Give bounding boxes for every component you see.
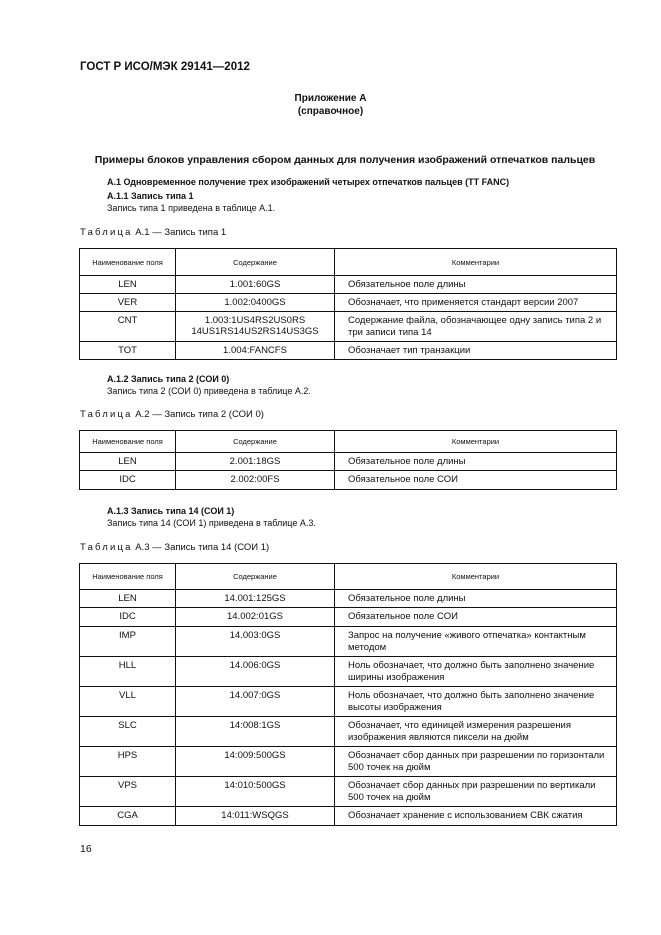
comment-cell: Обязательное поле СОИ — [335, 471, 617, 490]
table-a2 — [79, 430, 617, 490]
table-row — [80, 687, 617, 717]
comment-cell: Запрос на получение «живого отпечатка» контактным методом — [335, 627, 617, 657]
content-cell: 1.004:FANCFS — [176, 342, 335, 360]
table-caption — [80, 542, 269, 553]
content-cell: 14.003:0GS — [176, 627, 335, 657]
field-name-cell: SLC — [80, 717, 176, 747]
field-name-cell: HLL — [80, 657, 176, 687]
caption-text: А.1 — Запись типа 1 — [135, 227, 227, 238]
comment-cell: Обозначает, что единицей измерения разрешения изображения являются пиксели на дюйм — [335, 717, 617, 747]
table-row — [80, 276, 617, 294]
field-name-cell: LEN — [80, 590, 176, 608]
field-column-header: Наименование поля — [80, 564, 176, 590]
comment-cell: Обязательное поле длины — [335, 276, 617, 294]
comment-cell: Обязательное поле СОИ — [335, 608, 617, 627]
content-cell: 14:008:1GS — [176, 717, 335, 747]
content-cell: 14.002:01GS — [176, 608, 335, 627]
comment-cell: Ноль обозначает, что должно быть заполнено значение ширины изображения — [335, 657, 617, 687]
content-cell: 1.001:60GS — [176, 276, 335, 294]
comment-cell: Обозначает сбор данных при разрешении по горизонтали 500 точек на дюйм — [335, 747, 617, 777]
field-name-cell: CGA — [80, 807, 176, 826]
content-column-header: Содержание — [176, 564, 335, 590]
field-name-cell: TOT — [80, 342, 176, 360]
content-cell: 14:011:WSQGS — [176, 807, 335, 826]
table-row — [80, 453, 617, 471]
caption-text: А.2 — Запись типа 2 (СОИ 0) — [135, 409, 264, 420]
content-cell: 1.002:0400GS — [176, 294, 335, 312]
comment-cell: Обозначает, что применяется стандарт версии 2007 — [335, 294, 617, 312]
table-header-row — [80, 564, 617, 590]
table-caption — [80, 227, 226, 238]
table-row — [80, 807, 617, 826]
document-header: ГОСТ Р ИСО/МЭК 29141—2012 — [80, 61, 250, 73]
comment-cell: Обязательное поле длины — [335, 453, 617, 471]
field-name-cell: LEN — [80, 276, 176, 294]
comment-cell: Обязательное поле длины — [335, 590, 617, 608]
subsection-heading: А.1.2 Запись типа 2 (СОИ 0) — [107, 374, 230, 384]
table-row — [80, 471, 617, 490]
content-cell: 2.001:18GS — [176, 453, 335, 471]
field-column-header: Наименование поля — [80, 249, 176, 276]
field-name-cell: HPS — [80, 747, 176, 777]
table-row — [80, 342, 617, 360]
page-number: 16 — [80, 843, 92, 855]
table-row — [80, 657, 617, 687]
field-name-cell: LEN — [80, 453, 176, 471]
content-cell: 14:009:500GS — [176, 747, 335, 777]
subsection-text: Запись типа 2 (СОИ 0) приведена в таблице А.2. — [107, 386, 311, 396]
subsection-text: Запись типа 14 (СОИ 1) приведена в таблице А.3. — [107, 518, 316, 528]
table-a1 — [79, 248, 617, 360]
field-name-cell: VLL — [80, 687, 176, 717]
content-cell: 1.003:1US4RS2US0RS 14US1RS14US2RS14US3GS — [176, 312, 335, 342]
content-cell: 2.002:00FS — [176, 471, 335, 490]
comment-column-header: Комментарии — [335, 431, 617, 453]
appendix-title: Приложение А — [294, 93, 367, 104]
content-cell: 14.001:125GS — [176, 590, 335, 608]
field-name-cell: VPS — [80, 777, 176, 807]
comment-cell: Содержание файла, обозначающее одну запись типа 2 и три записи типа 14 — [335, 312, 617, 342]
content-column-header: Содержание — [176, 249, 335, 276]
table-row — [80, 590, 617, 608]
comment-column-header: Комментарии — [335, 564, 617, 590]
table-header-row — [80, 431, 617, 453]
comment-cell: Ноль обозначает, что должно быть заполнено значение высоты изображения — [335, 687, 617, 717]
content-cell: 14:010:500GS — [176, 777, 335, 807]
comment-cell: Обозначает сбор данных при разрешении по вертикали 500 точек на дюйм — [335, 777, 617, 807]
appendix-subtitle: (справочное) — [297, 106, 364, 117]
subsection-heading: А.1.3 Запись типа 14 (СОИ 1) — [107, 506, 235, 516]
content-column-header: Содержание — [176, 431, 335, 453]
table-header-row — [80, 249, 617, 276]
table-row — [80, 777, 617, 807]
content-cell: 14.006:0GS — [176, 657, 335, 687]
subsection-text: Запись типа 1 приведена в таблице А.1. — [107, 203, 276, 213]
caption-text: А.3 — Запись типа 14 (СОИ 1) — [135, 542, 270, 553]
content-cell: 14.007:0GS — [176, 687, 335, 717]
comment-column-header: Комментарии — [335, 249, 617, 276]
appendix-heading — [0, 92, 661, 118]
field-column-header: Наименование поля — [80, 431, 176, 453]
comment-cell: Обозначает тип транзакции — [335, 342, 617, 360]
caption-prefix: Таблица — [80, 542, 133, 553]
subsection-heading: А.1.1 Запись типа 1 — [107, 191, 194, 201]
comment-cell: Обозначает хранение с использованием СВК сжатия — [335, 807, 617, 826]
table-row — [80, 717, 617, 747]
caption-prefix: Таблица — [80, 409, 133, 420]
table-row — [80, 294, 617, 312]
table-a3 — [79, 563, 617, 826]
caption-prefix: Таблица — [80, 227, 133, 238]
table-row — [80, 627, 617, 657]
table-row — [80, 608, 617, 627]
table-row — [80, 312, 617, 342]
field-name-cell: CNT — [80, 312, 176, 342]
field-name-cell: IDC — [80, 471, 176, 490]
field-name-cell: IMP — [80, 627, 176, 657]
section-heading: А.1 Одновременное получение трех изображений четырех отпечатков пальцев (ТТ FANC) — [107, 177, 510, 187]
table-caption — [80, 409, 264, 420]
field-name-cell: IDC — [80, 608, 176, 627]
table-row — [80, 747, 617, 777]
field-name-cell: VER — [80, 294, 176, 312]
main-title: Примеры блоков управления сбором данных для получения изображений отпечатков пальцев — [94, 154, 596, 166]
